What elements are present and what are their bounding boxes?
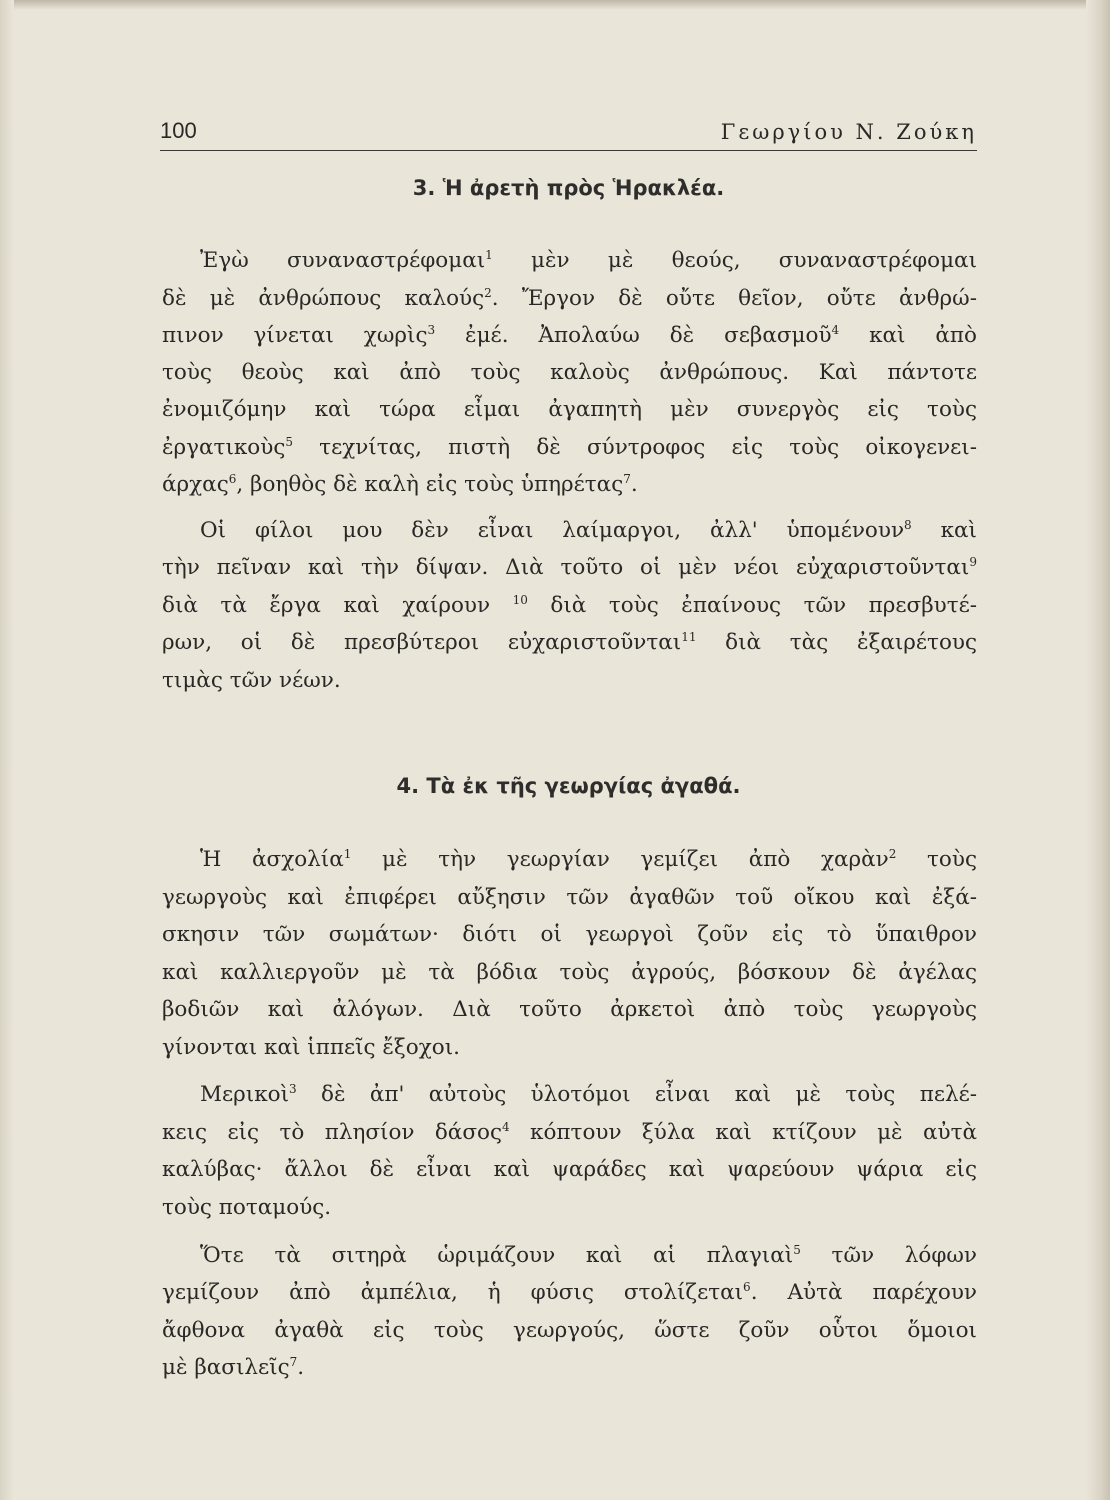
text-line <box>162 920 977 950</box>
text-segment: κεις εἰς τὸ πλησίον δάσος <box>162 1120 502 1145</box>
page-edge-right <box>1086 0 1110 1500</box>
text-line <box>162 883 977 913</box>
text-line <box>200 845 977 875</box>
text-line <box>162 358 977 388</box>
text-segment: Ἐγὼ συναναστρέφομαι <box>200 248 486 273</box>
text-segment: διὰ τοὺς ἐπαίνους τῶν πρεσβυτέ- <box>527 593 977 618</box>
text-segment: κόπτουν ξύλα καὶ κτίζουν μὲ αὐτὰ <box>509 1120 978 1145</box>
page-number: 100 <box>160 118 197 143</box>
text-segment: τοὺς <box>896 847 977 872</box>
page-edge-top <box>0 0 1110 10</box>
running-head: Γεωργίου Ν. Ζούκη <box>720 120 977 144</box>
text-segment: μὲν μὲ θεούς, συναναστρέφομαι <box>492 248 978 273</box>
text-line <box>162 1316 977 1346</box>
text-segment: βοδιῶν καὶ ἀλόγων. Διὰ τοῦτο ἀρκετοὶ ἀπὸ τοὺς γεωργοὺς <box>162 997 977 1022</box>
text-segment: καὶ <box>911 518 977 543</box>
text-line <box>162 284 977 314</box>
footnote-marker: 1 <box>485 247 493 262</box>
text-segment: τοὺς θεοὺς καὶ ἀπὸ τοὺς καλοὺς ἀνθρώπους. Καὶ πάντοτε <box>162 360 977 385</box>
text-segment: . <box>630 472 638 497</box>
text-segment: μὲ βασιλεῖς <box>162 1355 290 1380</box>
text-line <box>162 395 977 425</box>
text-line <box>200 1080 977 1110</box>
text-segment: ρων, οἱ δὲ πρεσβύτεροι εὐχαριστοῦνται <box>162 630 682 655</box>
text-segment: πινον γίνεται χωρὶς <box>162 323 428 348</box>
footnote-marker: 7 <box>289 1354 298 1369</box>
footnote-marker: 4 <box>831 322 840 337</box>
page-header <box>160 118 977 151</box>
footnote-marker: 5 <box>793 1242 801 1257</box>
text-segment: ἐργατικοὺς <box>162 435 286 460</box>
text-segment: Ἡ ἀσχολία <box>200 847 344 872</box>
text-segment: , βοηθὸς δὲ καλὴ εἰς τοὺς ὑπηρέτας <box>236 472 624 497</box>
text-segment: Οἱ φίλοι μου δὲν εἶναι λαίμαργοι, ἀλλ' ὑπομένουν <box>200 518 905 543</box>
text-segment: . Αὐτὰ παρέχουν <box>750 1280 977 1305</box>
text-line <box>162 1155 977 1185</box>
footnote-marker: 7 <box>623 471 631 486</box>
text-line <box>162 1353 977 1383</box>
text-segment: ἄφθονα ἀγαθὰ εἰς τοὺς γεωργούς, ὥστε ζοῦν οὗτοι ὅμοιοι <box>162 1318 977 1343</box>
text-segment: . Ἔργον δὲ οὔτε θεῖον, οὔτε ἀνθρώ- <box>491 286 977 311</box>
footnote-marker: 11 <box>681 629 697 644</box>
text-segment: ἐνομιζόμην καὶ τώρα εἶμαι ἀγαπητὴ μὲν συνεργὸς εἰς τοὺς <box>162 397 977 422</box>
footnote-marker: 9 <box>969 554 977 569</box>
text-segment: άρχας <box>162 472 229 497</box>
text-segment: τὴν πεῖναν καὶ τὴν δίψαν. Διὰ τοῦτο οἱ μὲν νέοι εὐχαριστοῦνται <box>162 555 970 580</box>
text-line <box>162 553 977 583</box>
text-line <box>200 1241 977 1271</box>
text-segment: διὰ τὰς ἐξαιρέτους <box>696 630 977 655</box>
text-line <box>162 591 977 621</box>
text-line <box>162 470 977 500</box>
text-line <box>200 516 977 546</box>
footnote-marker: 10 <box>512 592 528 607</box>
text-segment: Ὅτε τὰ σιτηρὰ ὡριμάζουν καὶ αἱ πλαγιαὶ <box>200 1243 794 1268</box>
text-segment: . <box>297 1355 305 1380</box>
text-segment: καλύβας· ἄλλοι δὲ εἶναι καὶ ψαράδες καὶ ψαρεύουν ψάρια εἰς <box>162 1157 977 1182</box>
text-line <box>162 666 977 696</box>
text-segment: δὲ ἀπ' αὐτοὺς ὑλοτόμοι εἶναι καὶ μὲ τοὺς πελέ- <box>296 1082 977 1107</box>
page-edge-left <box>0 0 14 1500</box>
text-segment: τῶν λόφων <box>800 1243 977 1268</box>
footnote-marker: 1 <box>343 846 352 861</box>
footnote-marker: 8 <box>904 517 912 532</box>
text-segment: μὲ τὴν γεωργίαν γεμίζει ἀπὸ χαρὰν <box>351 847 889 872</box>
text-segment: καὶ ἀπὸ <box>839 323 977 348</box>
footnote-marker: 3 <box>427 322 436 337</box>
text-segment: καὶ καλλιεργοῦν μὲ τὰ βόδια τοὺς ἀγρούς, βόσκουν δὲ ἀγέλας <box>162 960 977 985</box>
section-3-heading: 3. Ἡ ἀρετὴ πρὸς Ἡρακλέα. <box>412 176 725 200</box>
text-segment: τοὺς ποταμούς. <box>162 1195 332 1220</box>
footnote-marker: 5 <box>285 434 294 449</box>
text-segment: σκησιν τῶν σωμάτων· διότι οἱ γεωργοὶ ζοῦν εἰς τὸ ὕπαιθρον <box>162 922 977 947</box>
text-segment: γεμίζουν ἀπὸ ἀμπέλια, ἡ φύσις στολίζεται <box>162 1280 744 1305</box>
footnote-marker: 2 <box>484 285 492 300</box>
text-segment: τιμὰς τῶν νέων. <box>162 668 341 693</box>
text-segment: ἐμέ. Ἀπολαύω δὲ σεβασμοῦ <box>435 323 832 348</box>
text-segment: γεωργοὺς καὶ ἐπιφέρει αὔξησιν τῶν ἀγαθῶν τοῦ οἴκου καὶ ἐξά- <box>162 885 977 910</box>
text-line <box>162 1033 977 1063</box>
footnote-marker: 3 <box>289 1081 297 1096</box>
footnote-marker: 6 <box>743 1279 751 1294</box>
text-segment: τεχνίτας, πιστὴ δὲ σύντροφος εἰς τοὺς οἰκογενει- <box>293 435 977 460</box>
text-segment: γίνονται καὶ ἱππεῖς ἔξοχοι. <box>162 1035 460 1060</box>
footnote-marker: 6 <box>228 471 237 486</box>
section-4-heading: 4. Τὰ ἐκ τῆς γεωργίας ἀγαθά. <box>396 774 741 798</box>
text-segment: δὲ μὲ ἀνθρώπους καλούς <box>162 286 485 311</box>
text-line <box>162 1278 977 1308</box>
text-line <box>200 246 977 276</box>
text-line <box>162 1193 977 1223</box>
text-line <box>162 1118 977 1148</box>
text-line <box>162 958 977 988</box>
text-line <box>162 628 977 658</box>
footnote-marker: 4 <box>502 1119 510 1134</box>
text-line <box>162 995 977 1025</box>
text-segment: διὰ τὰ ἔργα καὶ χαίρουν <box>162 593 513 618</box>
text-line <box>162 321 977 351</box>
text-segment: Μερικοὶ <box>200 1082 290 1107</box>
footnote-marker: 2 <box>888 846 897 861</box>
text-line <box>162 433 977 463</box>
